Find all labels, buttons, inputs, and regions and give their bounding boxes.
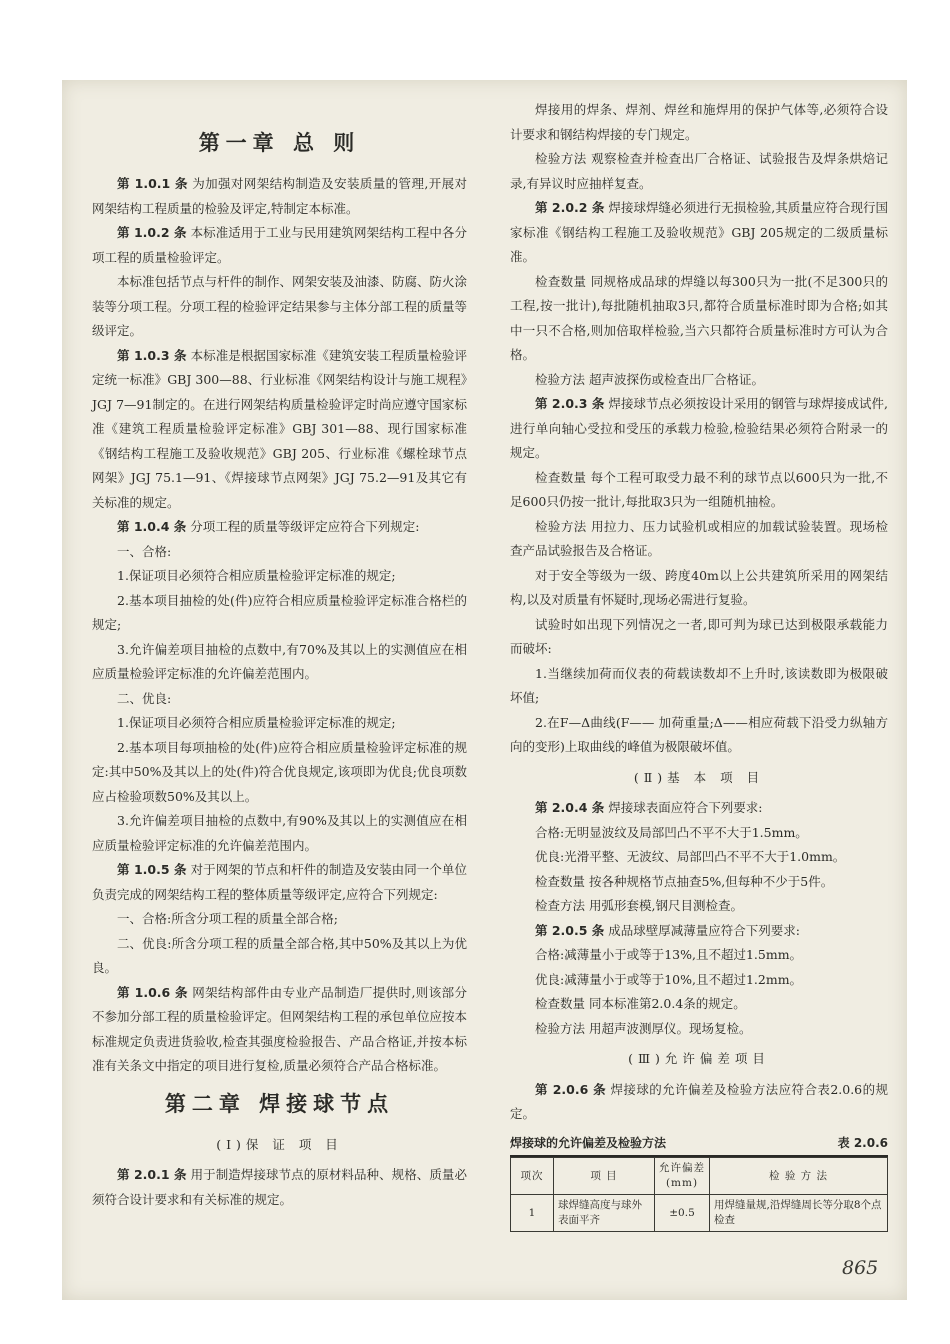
clause-2-0-3-extra: 对于安全等级为一级、跨度40m以上公共建筑所采用的网架结构,以及对质量有怀疑时,现场必需进行复验。	[510, 567, 888, 607]
cell-tolerance: ±0.5	[655, 1195, 710, 1232]
clause-lead: 第 2.0.1 条	[117, 1167, 187, 1182]
clause-2-0-1-method: 检验方法 观察检查并检查出厂合格证、试验报告及焊条烘焙记录,有异议时应抽样复查。	[510, 151, 888, 191]
clause-text: 为加强对网架结构制造及安装质量的管理,开展对网架结构工程质量的检验及评定,特制定本标准。	[92, 176, 467, 216]
clause-1-0-5-item-2: 二、优良:所含分项工程的质量全部合格,其中50%及其以上为优良。	[92, 935, 467, 975]
clause-1-0-5	[92, 858, 467, 907]
clause-2-0-5-qualified: 合格:减薄量小于或等于13%,且不超过1.5mm。	[535, 947, 803, 962]
clause-lead: 第 1.0.5 条	[117, 862, 187, 877]
clause-2-0-6	[510, 1078, 888, 1127]
clause-lead: 第 2.0.4 条	[535, 800, 605, 815]
table-title: 焊接球的允许偏差及检验方法	[510, 1135, 667, 1150]
table-header-row	[511, 1158, 888, 1195]
clause-text: 焊接球焊缝必须进行无损检验,其质量应符合现行国家标准《钢结构工程施工及验收规范》GBJ 205规定的二级质量标准。	[510, 200, 888, 264]
clause-lead: 第 2.0.3 条	[535, 396, 605, 411]
clause-text: 分项工程的质量等级评定应符合下列规定:	[190, 519, 420, 534]
excellent-heading: 二、优良:	[117, 690, 172, 706]
clause-2-0-4-qualified: 合格:无明显波纹及局部凹凸不平不大于1.5mm。	[535, 824, 808, 840]
right-column	[510, 98, 888, 1232]
clause-1-0-3	[92, 344, 467, 516]
clause-1-0-2-scope: 本标准包括节点与杆件的制作、网架安装及油漆、防腐、防火涂装等分项工程。分项工程的检验评定结果参与主体分部工程的质量等级评定。	[92, 274, 468, 338]
section-tolerance-title: (Ⅲ)允许偏差项目	[628, 1051, 770, 1066]
clause-2-0-3	[510, 392, 888, 466]
excellent-item-1: 1.保证项目必须符合相应质量检验评定标准的规定;	[117, 715, 396, 730]
page-number: 865	[842, 1257, 879, 1279]
section-basic-title: (Ⅱ)基 本 项 目	[633, 769, 765, 785]
clause-1-0-4	[92, 515, 467, 540]
clause-2-0-5	[510, 919, 888, 944]
clause-2-0-3-check: 检查数量 每个工程可取受力最不利的球节点以600只为一批,不足600只仍按一批计,每批取3只为一组随机抽检。	[510, 469, 888, 509]
section-guarantee-title: (Ⅰ)保 证 项 目	[216, 1136, 343, 1152]
clause-text: 本标准是根据国家标准《建筑安装工程质量检验评定统一标准》GBJ 300—88、行业标准《网架结构设计与施工规程》JGJ 7—91制定的。在进行网架结构质量检验评定时尚应遵守国家标准《建筑工程质量检验评定标准》GBJ 301—88、现行国家标准《钢结构工程施工及验收规范》GBJ 205、行业标准《螺栓球节点网架》JGJ 75.1—91、《焊接球节点网架》JGJ 75.2—91及其它有关标准的规定。	[92, 347, 467, 510]
clause-lead: 第 1.0.2 条	[117, 225, 187, 240]
clause-2-0-5-excellent: 优良:减薄量小于或等于10%,且不超过1.2mm。	[535, 971, 803, 987]
clause-text: 网架结构部件由专业产品制造厂提供时,则该部分不参加分部工程的质量检验评定。但网架结构工程的承包单位应按本标准规定负责进货验收,检查其强度检验报告、产品合格证,并按本标准有关条文中指定的项目进行复检,质量必须符合产品合格标准。	[92, 984, 468, 1073]
clause-1-0-5-item-1: 一、合格:所含分项工程的质量全部合格;	[117, 911, 338, 926]
clause-text: 焊接球节点必须按设计采用的钢管与球焊接成试件,进行单向轴心受拉和受压的承载力检验,检验结果必须符合附录一的规定。	[510, 396, 888, 460]
clause-2-0-2-check: 检查数量 同规格成品球的焊缝以每300只为一批(不足300只的工程,按一批计),每批随机抽取3只,都符合质量标准时即为合格;如其中一只不合格,则加倍取样检验,当六只都符合质量标准时方可认为合格。	[510, 273, 888, 362]
clause-2-0-4-excellent: 优良:光滑平整、无波纹、局部凹凸不平不大于1.0mm。	[535, 849, 846, 864]
clause-text: 用于制造焊接球节点的原材料品种、规格、质量必须符合设计要求和有关标准的规定。	[92, 1167, 467, 1207]
clause-2-0-4	[510, 796, 888, 821]
header-item: 项 目	[554, 1158, 655, 1195]
clause-2-0-5-method: 检验方法 用超声波测厚仪。现场复检。	[535, 1020, 752, 1036]
clause-text: 对于网架的节点和杆件的制造及安装由同一个单位负责完成的网架结构工程的整体质量等级评定,应符合下列规定:	[92, 862, 467, 902]
left-column	[92, 128, 467, 1212]
clause-2-0-5-check: 检查数量 同本标准第2.0.4条的规定。	[535, 996, 746, 1011]
clause-text: 本标准适用于工业与民用建筑网架结构工程中各分项工程的质量检验评定。	[92, 225, 467, 265]
table-row	[511, 1195, 888, 1232]
clause-2-0-1-cont: 焊接用的焊条、焊剂、焊丝和施焊用的保护气体等,必须符合设计要求和钢结构焊接的专门规定。	[510, 102, 888, 142]
excellent-item-3: 3.允许偏差项目抽检的点数中,有90%及其以上的实测值应在相应质量检验评定标准的允许偏差范围内。	[92, 813, 467, 853]
failure-item-2: 2.在F—Δ曲线(F—— 加荷重量;Δ——相应荷载下沿受力纵轴方向的变形)上取曲线的峰值为极限破坏值。	[510, 714, 888, 754]
clause-text: 焊接球的允许偏差及检验方法应符合表2.0.6的规定。	[510, 1081, 888, 1121]
tolerance-table	[510, 1157, 888, 1232]
clause-lead: 第 2.0.6 条	[535, 1081, 607, 1097]
document-page	[62, 80, 907, 1300]
failure-item-1: 1.当继续加荷而仪表的荷载读数却不上升时,该读数即为极限破坏值;	[510, 665, 888, 705]
clause-2-0-3-failure: 试验时如出现下列情况之一者,即可判为球已达到极限承载能力而破坏:	[510, 616, 888, 656]
clause-lead: 第 1.0.1 条	[117, 176, 188, 191]
chapter-1-title: 第一章 总 则	[198, 131, 361, 155]
clause-1-0-2	[92, 221, 467, 270]
qualified-item-1: 1.保证项目必须符合相应质量检验评定标准的规定;	[117, 568, 396, 583]
qualified-item-3: 3.允许偏差项目抽检的点数中,有70%及其以上的实测值应在相应质量检验评定标准的允许偏差范围内。	[92, 641, 467, 681]
clause-lead: 第 1.0.3 条	[117, 347, 187, 363]
clause-text: 成品球壁厚减薄量应符合下列要求:	[608, 922, 800, 938]
clause-1-0-6	[92, 981, 467, 1079]
cell-no: 1	[511, 1195, 554, 1232]
chapter-2-title: 第二章 焊接球节点	[164, 1091, 395, 1116]
table-number: 表 2.0.6	[837, 1135, 888, 1150]
clause-2-0-4-method: 检查方法 用弧形套模,钢尺目测检查。	[535, 898, 743, 913]
clause-2-0-1	[92, 1163, 467, 1212]
cell-method: 用焊缝量规,沿焊缝周长等分取8个点检查	[710, 1195, 888, 1232]
clause-1-0-1	[92, 172, 467, 221]
clause-2-0-3-method: 检验方法 用拉力、压力试验机或相应的加载试验装置。现场检查产品试验报告及合格证。	[510, 518, 888, 558]
cell-item: 球焊缝高度与球外表面平齐	[554, 1195, 655, 1232]
clause-lead: 第 2.0.2 条	[535, 200, 605, 215]
qualified-heading: 一、合格:	[117, 543, 172, 559]
header-tolerance: 允许偏差(mm)	[655, 1158, 710, 1195]
clause-lead: 第 1.0.4 条	[117, 519, 187, 534]
clause-2-0-4-check: 检查数量 按各种规格节点抽查5%,但每种不少于5件。	[535, 873, 834, 889]
header-no: 项次	[511, 1158, 554, 1195]
clause-2-0-2-method: 检验方法 超声波探伤或检查出厂合格证。	[535, 371, 764, 387]
qualified-item-2: 2.基本项目抽检的处(件)应符合相应质量检验评定标准合格栏的规定;	[92, 592, 467, 632]
table-caption	[510, 1131, 888, 1158]
clause-text: 焊接球表面应符合下列要求:	[608, 800, 763, 815]
clause-2-0-2	[510, 196, 888, 270]
header-method: 检 验 方 法	[710, 1158, 888, 1195]
clause-lead: 第 1.0.6 条	[117, 984, 188, 1000]
excellent-item-2: 2.基本项目每项抽检的处(件)应符合相应质量检验评定标准的规定:其中50%及其以上的处(件)符合优良规定,该项即为优良;优良项数应占检验项数50%及其以上。	[92, 739, 467, 804]
clause-lead: 第 2.0.5 条	[535, 922, 605, 938]
